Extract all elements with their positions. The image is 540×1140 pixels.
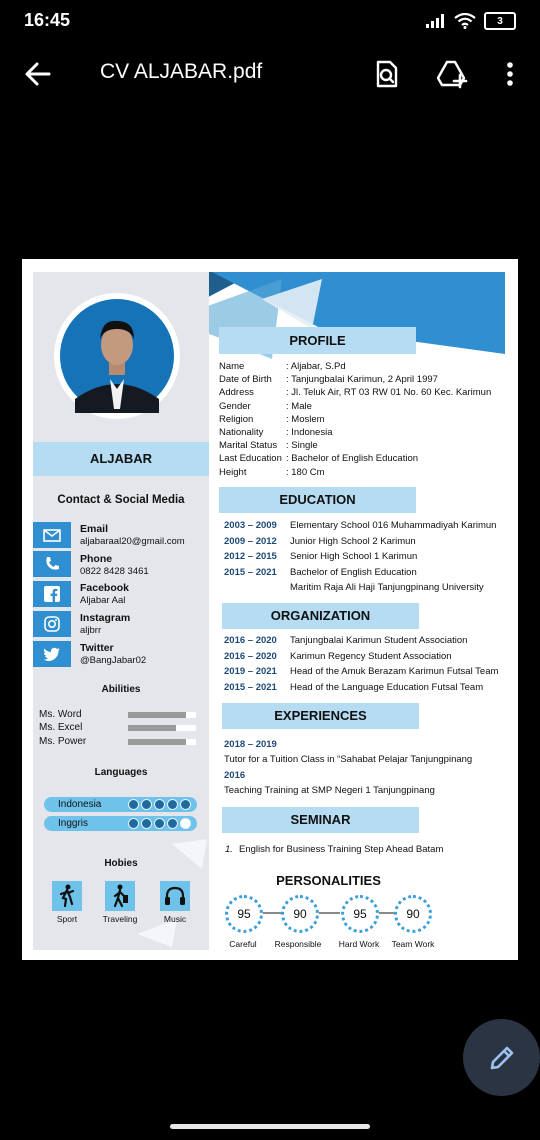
- language-level-dot: [180, 818, 191, 829]
- profile-label: Height: [219, 466, 247, 478]
- personality-score: 95: [225, 895, 263, 933]
- organization-years: 2019 – 2021: [224, 666, 277, 677]
- signal-icon: [426, 14, 446, 28]
- status-bar: [0, 0, 540, 44]
- hobbies-heading: Hobies: [104, 858, 138, 869]
- organization-years: 2016 – 2020: [224, 635, 277, 646]
- education-years: 2015 – 2021: [224, 566, 277, 578]
- facebook-icon: [33, 581, 71, 607]
- profile-value: : Tanjungbalai Karimun, 2 April 1997: [286, 374, 438, 386]
- ability-name: Ms. Word: [39, 709, 82, 720]
- education-desc: Bachelor of English Education: [290, 566, 417, 578]
- language-level-dot: [141, 818, 152, 829]
- profile-value: : Moslem: [286, 413, 325, 425]
- language-level-dot: [154, 818, 165, 829]
- contact-value-phone: 0822 8428 3461: [80, 566, 149, 577]
- education-years: 2003 – 2009: [224, 520, 277, 531]
- more-options-icon[interactable]: [494, 58, 526, 90]
- pencil-icon: [488, 1044, 516, 1072]
- language-level-dot: [154, 799, 165, 810]
- ability-bar: [128, 725, 196, 731]
- ability-bar-fill: [128, 725, 176, 731]
- profile-row: [219, 387, 515, 400]
- personality-label: Responsible: [274, 939, 322, 949]
- experiences-heading: EXPERIENCES: [222, 703, 419, 729]
- profile-label: Religion: [219, 413, 254, 425]
- language-level-dot: [167, 799, 178, 810]
- profile-row: [219, 467, 515, 480]
- education-desc: Senior High School 1 Karimun: [290, 551, 418, 562]
- hobby-label: Music: [163, 914, 187, 924]
- ability-bar: [128, 712, 196, 718]
- profile-label: Nationality: [219, 426, 264, 438]
- language-level-dots: [126, 818, 191, 829]
- contact-heading: Contact & Social Media: [57, 494, 185, 506]
- profile-list: [219, 361, 515, 480]
- language-level-dot: [128, 818, 139, 829]
- traveling-icon: [105, 881, 135, 911]
- personality-score: 95: [341, 895, 379, 933]
- personality-label: Team Work: [391, 939, 435, 949]
- add-to-drive-icon[interactable]: [436, 58, 468, 90]
- seminar-desc: English for Business Training Step Ahead Batam: [239, 844, 444, 855]
- language-level-dot: [167, 818, 178, 829]
- education-desc: Maritim Raja Ali Haji Tanjungpinang University: [290, 582, 484, 593]
- organization-years: 2016 – 2020: [224, 650, 277, 662]
- education-heading: EDUCATION: [219, 487, 416, 513]
- contact-label-twitter: Twitter: [80, 642, 114, 654]
- ability-bar: [128, 739, 196, 745]
- language-level-dot: [141, 799, 152, 810]
- language-row: [44, 797, 197, 812]
- phone-icon: [33, 551, 71, 577]
- profile-row: [219, 427, 515, 440]
- profile-label: Date of Birth: [219, 374, 272, 386]
- profile-value: : Bachelor of English Education: [286, 453, 419, 465]
- organization-desc: Tanjungbalai Karimun Student Association: [290, 635, 468, 646]
- experience-years: 2018 – 2019: [224, 739, 277, 750]
- profile-label: Last Education: [219, 453, 282, 465]
- personality-score: 90: [394, 895, 432, 933]
- profile-value: : 180 Cm: [286, 466, 325, 478]
- profile-photo-frame: [54, 293, 180, 419]
- education-desc: Junior High School 2 Karimun: [290, 535, 416, 547]
- status-icons: [426, 12, 516, 30]
- profile-value: : Jl. Teluk Air, RT 03 RW 01 No. 60 Kec. Karimun: [286, 387, 492, 399]
- organization-heading: ORGANIZATION: [222, 603, 419, 629]
- profile-label: Marital Status: [219, 440, 278, 452]
- ability-name: Ms. Power: [39, 736, 87, 747]
- personalities-heading: PERSONALITIES: [276, 873, 381, 888]
- organization-desc: Karimun Regency Student Association: [290, 650, 452, 662]
- profile-value: : Indonesia: [286, 426, 333, 438]
- hobby-label: Sport: [56, 914, 78, 924]
- education-years: 2012 – 2015: [224, 551, 277, 562]
- profile-photo: [60, 299, 174, 413]
- instagram-icon: [33, 611, 71, 637]
- home-indicator[interactable]: [170, 1124, 370, 1129]
- organization-desc: Head of the Language Education Futsal Team: [290, 681, 484, 693]
- hobby-label: Traveling: [102, 914, 138, 924]
- profile-value: : Male: [286, 400, 312, 412]
- contact-label-instagram: Instagram: [80, 612, 131, 624]
- profile-label: Name: [219, 361, 245, 372]
- back-arrow-icon[interactable]: [22, 58, 54, 90]
- search-document-icon[interactable]: [370, 58, 402, 90]
- experience-desc: Tutor for a Tuition Class in “Sahabat Pelajar Tanjungpinang: [224, 754, 473, 765]
- mail-icon: [33, 522, 71, 548]
- edit-fab-button[interactable]: [463, 1019, 540, 1096]
- language-row: [44, 816, 197, 831]
- pdf-page: [22, 259, 518, 960]
- language-name: Inggris: [58, 818, 89, 829]
- profile-value: : Single: [286, 440, 318, 452]
- language-level-dots: [126, 799, 191, 810]
- abilities-heading: Abilities: [101, 684, 141, 695]
- contact-value-twitter: @BangJabar02: [80, 655, 147, 666]
- document-title: CV ALJABAR.pdf: [100, 60, 263, 83]
- ability-bar-fill: [128, 739, 186, 745]
- language-level-dot: [180, 799, 191, 810]
- headphones-icon: [160, 881, 190, 911]
- twitter-icon: [33, 641, 71, 667]
- seminar-number: 1.: [225, 844, 233, 855]
- contact-value-email: aljabaraal20@gmail.com: [80, 536, 185, 547]
- language-name: Indonesia: [58, 799, 102, 810]
- education-years: 2009 – 2012: [224, 535, 277, 547]
- profile-heading: PROFILE: [219, 327, 416, 354]
- status-time: 16:45: [24, 10, 71, 30]
- wifi-icon: [454, 13, 476, 29]
- personality-score: 90: [281, 895, 319, 933]
- language-level-dot: [128, 799, 139, 810]
- ability-name: Ms. Excel: [39, 722, 83, 733]
- battery-icon: [484, 12, 516, 30]
- battery-level: 3: [497, 15, 503, 27]
- organization-years: 2015 – 2021: [224, 681, 277, 693]
- contact-label-facebook: Facebook: [80, 582, 130, 594]
- contact-value-instagram: aljbrr: [80, 625, 102, 636]
- profile-label: Gender: [219, 400, 251, 412]
- profile-row: [219, 453, 515, 466]
- contact-label-email: Email: [80, 523, 109, 535]
- profile-row: [219, 361, 515, 374]
- organization-desc: Head of the Amuk Berazam Karimun Futsal Team: [290, 666, 499, 677]
- contact-value-facebook: Aljabar Aal: [80, 595, 126, 606]
- profile-row: [219, 401, 515, 414]
- personality-label: Careful: [229, 939, 257, 949]
- experience-years: 2016: [224, 770, 246, 781]
- cv-name: ALJABAR: [33, 442, 209, 476]
- seminar-heading: SEMINAR: [222, 807, 419, 833]
- personality-label: Hard Work: [338, 939, 380, 949]
- profile-row: [219, 374, 515, 387]
- ability-bar-fill: [128, 712, 186, 718]
- app-toolbar: [0, 44, 540, 102]
- experience-desc: Teaching Training at SMP Negeri 1 Tanjungpinang: [224, 785, 435, 796]
- sport-icon: [52, 881, 82, 911]
- profile-row: [219, 414, 515, 427]
- profile-label: Address: [219, 387, 254, 399]
- contact-label-phone: Phone: [80, 553, 113, 565]
- profile-value: : Aljabar, S.Pd: [286, 361, 346, 372]
- profile-row: [219, 440, 515, 453]
- education-desc: Elementary School 016 Muhammadiyah Karimun: [290, 520, 497, 531]
- languages-heading: Languages: [94, 767, 148, 778]
